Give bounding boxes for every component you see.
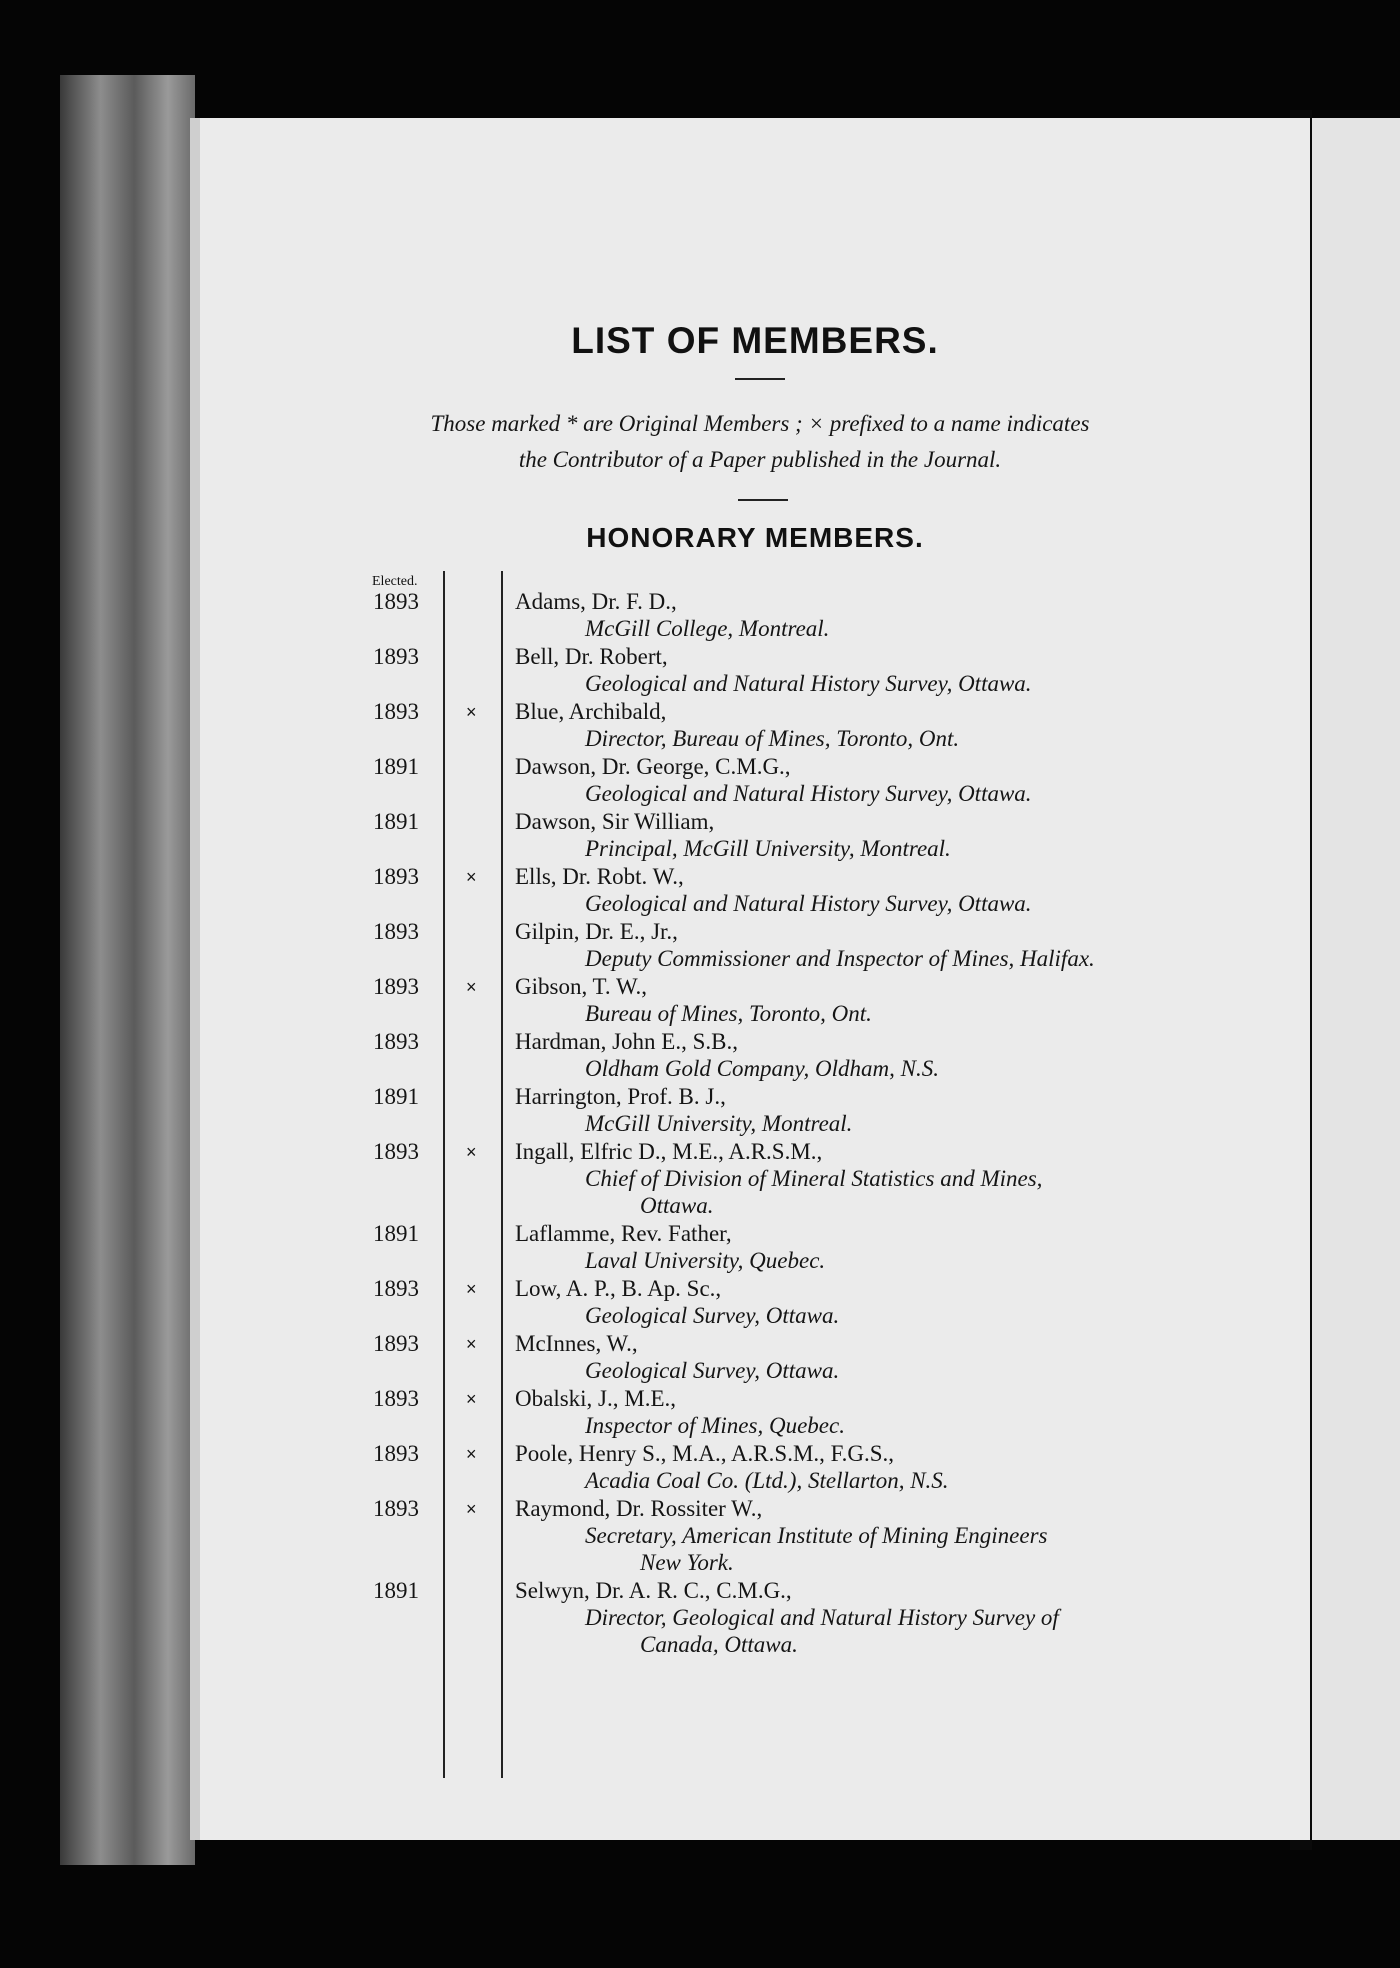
contributor-mark: × <box>466 1499 477 1519</box>
elected-year: 1891 <box>373 1221 419 1246</box>
elected-year: 1893 <box>373 1139 419 1164</box>
elected-year: 1893 <box>373 919 419 944</box>
member-entry <box>200 1440 1310 1494</box>
page-title: LIST OF MEMBERS. <box>571 320 939 361</box>
member-address: Chief of Division of Mineral Statistics and Mines, <box>585 1166 1043 1191</box>
contributor-mark: × <box>466 867 477 887</box>
member-address: New York. <box>640 1550 734 1575</box>
member-address: Bureau of Mines, Toronto, Ont. <box>585 1001 872 1026</box>
member-address: Ottawa. <box>640 1193 714 1218</box>
elected-year: 1893 <box>373 1441 419 1466</box>
member-address: Canada, Ottawa. <box>640 1632 798 1657</box>
member-name: Adams, Dr. F. D., <box>515 589 677 614</box>
document-page <box>190 118 1310 1840</box>
legend-line: the Contributor of a Paper published in the Journal. <box>518 447 1002 472</box>
contributor-mark: × <box>466 1444 477 1464</box>
member-name: Ingall, Elfric D., M.E., A.R.S.M., <box>515 1139 823 1164</box>
member-entry <box>200 1138 1310 1219</box>
contributor-mark: × <box>466 1389 477 1409</box>
member-address: Oldham Gold Company, Oldham, N.S. <box>585 1056 939 1081</box>
elected-year: 1893 <box>373 1029 419 1054</box>
member-address: Geological Survey, Ottawa. <box>585 1358 840 1383</box>
elected-year: 1893 <box>373 864 419 889</box>
elected-year: 1893 <box>373 644 419 669</box>
elected-year: 1891 <box>373 754 419 779</box>
elected-year: 1893 <box>373 1386 419 1411</box>
elected-year: 1891 <box>373 1578 419 1603</box>
member-name: Harrington, Prof. B. J., <box>515 1084 726 1109</box>
member-name: Dawson, Sir William, <box>515 809 715 834</box>
member-name: Ells, Dr. Robt. W., <box>515 864 684 889</box>
member-entry <box>200 588 1310 642</box>
member-name: Bell, Dr. Robert, <box>515 644 668 669</box>
member-entry <box>200 973 1310 1027</box>
elected-year: 1893 <box>373 589 419 614</box>
member-entry <box>200 1028 1310 1082</box>
member-entry <box>200 753 1310 807</box>
member-address: Laval University, Quebec. <box>585 1248 826 1273</box>
elected-year: 1891 <box>373 1084 419 1109</box>
member-name: Raymond, Dr. Rossiter W., <box>515 1496 763 1521</box>
contributor-mark: × <box>466 1334 477 1354</box>
member-name: Dawson, Dr. George, C.M.G., <box>515 754 791 779</box>
member-entry <box>200 1330 1310 1384</box>
member-entry <box>200 918 1310 972</box>
member-address: Director, Geological and Natural History Survey of <box>585 1605 1059 1630</box>
section-title: HONORARY MEMBERS. <box>586 522 924 553</box>
member-entry <box>200 1495 1310 1576</box>
member-name: Obalski, J., M.E., <box>515 1386 676 1411</box>
contributor-mark: × <box>466 1279 477 1299</box>
contributor-mark: × <box>466 702 477 722</box>
member-name: Poole, Henry S., M.A., A.R.S.M., F.G.S., <box>515 1441 894 1466</box>
member-address: Secretary, American Institute of Mining Engineers <box>585 1523 1048 1548</box>
member-address: Geological and Natural History Survey, Ottawa. <box>585 891 1032 916</box>
elected-year: 1891 <box>373 809 419 834</box>
member-entry <box>200 1577 1310 1658</box>
title-divider <box>735 378 785 380</box>
member-address: Geological Survey, Ottawa. <box>585 1303 840 1328</box>
member-entry <box>200 1220 1310 1274</box>
book-edge <box>60 75 195 1865</box>
contributor-mark: × <box>466 1142 477 1162</box>
legend-divider <box>738 499 788 501</box>
contributor-mark: × <box>466 977 477 997</box>
member-address: McGill University, Montreal. <box>585 1111 853 1136</box>
member-entry <box>200 643 1310 697</box>
member-address: Principal, McGill University, Montreal. <box>585 836 951 861</box>
legend-text <box>320 406 1200 478</box>
member-name: Laflamme, Rev. Father, <box>515 1221 732 1246</box>
member-name: Low, A. P., B. Ap. Sc., <box>515 1276 722 1301</box>
member-name: Gibson, T. W., <box>515 974 648 999</box>
elected-year: 1893 <box>373 974 419 999</box>
legend-line: Those marked * are Original Members ; × prefixed to a name indicates <box>430 411 1090 436</box>
elected-year: 1893 <box>373 1331 419 1356</box>
member-address: McGill College, Montreal. <box>585 616 830 641</box>
facing-page <box>1312 118 1400 1840</box>
member-address: Director, Bureau of Mines, Toronto, Ont. <box>585 726 960 751</box>
member-entry <box>200 1083 1310 1137</box>
member-entry <box>200 808 1310 862</box>
member-address: Inspector of Mines, Quebec. <box>585 1413 845 1438</box>
member-entry <box>200 1275 1310 1329</box>
member-entry <box>200 863 1310 917</box>
member-address: Geological and Natural History Survey, Ottawa. <box>585 781 1032 806</box>
member-name: Gilpin, Dr. E., Jr., <box>515 919 678 944</box>
member-entry <box>200 698 1310 752</box>
elected-column-header: Elected. <box>372 574 418 589</box>
elected-year: 1893 <box>373 1496 419 1521</box>
member-address: Geological and Natural History Survey, Ottawa. <box>585 671 1032 696</box>
elected-year: 1893 <box>373 1276 419 1301</box>
members-list <box>200 588 1310 1659</box>
member-name: Hardman, John E., S.B., <box>515 1029 738 1054</box>
member-address: Deputy Commissioner and Inspector of Mines, Halifax. <box>585 946 1095 971</box>
member-entry <box>200 1385 1310 1439</box>
elected-year: 1893 <box>373 699 419 724</box>
member-address: Acadia Coal Co. (Ltd.), Stellarton, N.S. <box>585 1468 949 1493</box>
member-name: Selwyn, Dr. A. R. C., C.M.G., <box>515 1578 792 1603</box>
member-name: McInnes, W., <box>515 1331 638 1356</box>
member-name: Blue, Archibald, <box>515 699 667 724</box>
